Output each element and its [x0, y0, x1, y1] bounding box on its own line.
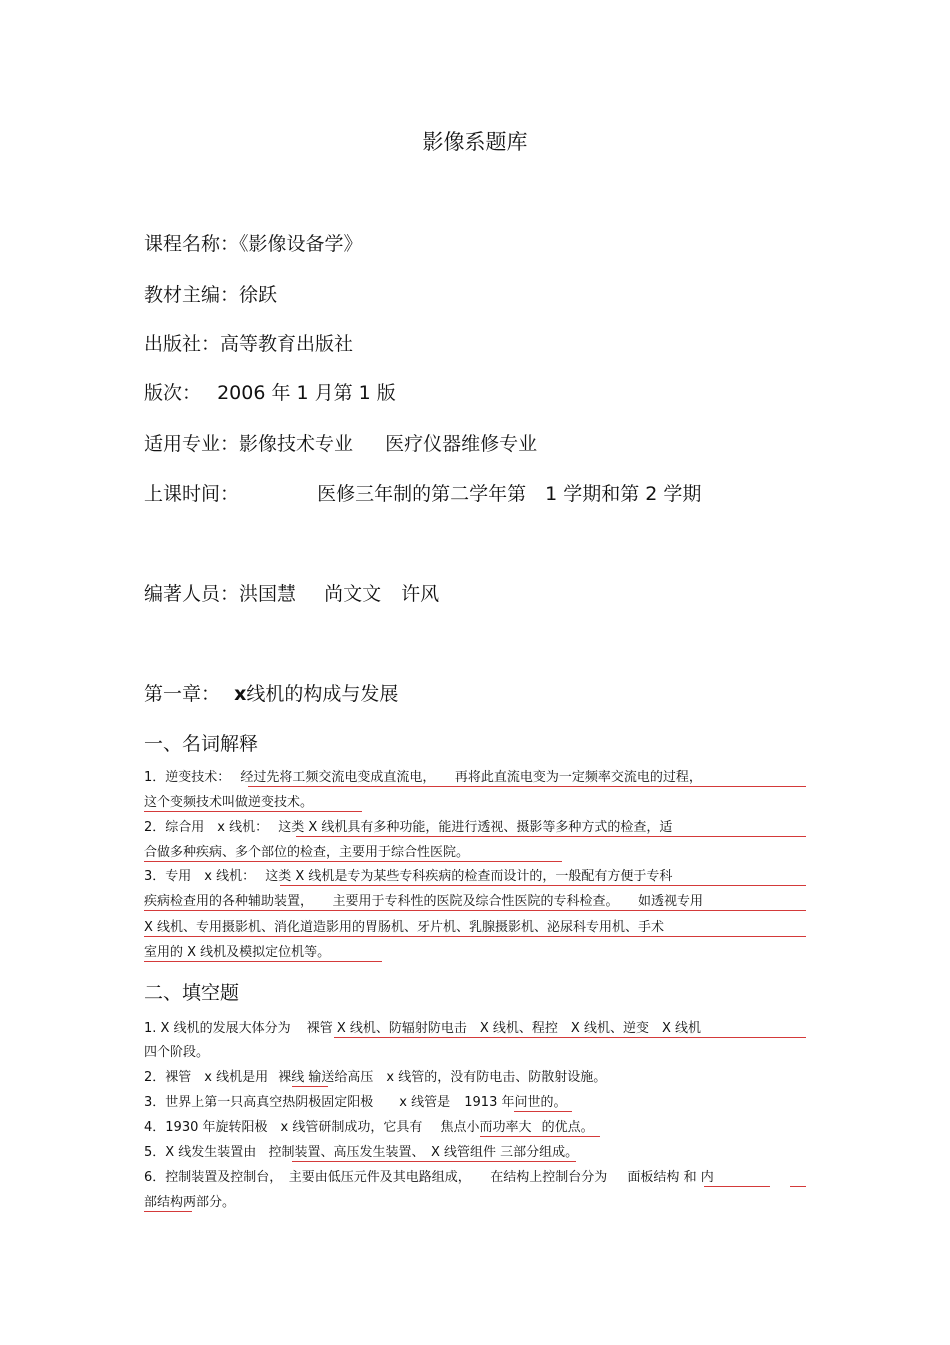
fill-6-line-1 [144, 1168, 714, 1187]
underline [292, 1086, 328, 1087]
fill-3-prompt: 3．世界上第一只高真空热阴极固定阳极 x 线管是 [144, 1095, 451, 1110]
definition-1-line-1 [144, 768, 702, 787]
fill-1-line-1 [144, 1019, 701, 1038]
major-value: 医疗仪器维修专业 [385, 433, 538, 455]
definition-1-text: 经过先将工频交流电变成直流电， 再将此直流电变为一定频率交流电的过程， [240, 770, 702, 785]
fill-2-answer: 裸线 [278, 1070, 305, 1085]
definition-2-text: 这类 X 线机具有多种功能，能进行透视、摄影等多种方式的检查，适 [278, 820, 673, 835]
chapter-x: x [234, 683, 247, 705]
section-heading-fill-blank: 二、填空题 [144, 982, 240, 1004]
underline [144, 910, 806, 911]
edition-value: 2006 年 1 月第 1 版 [217, 382, 396, 404]
underline [144, 936, 806, 937]
fill-4-answer: 焦点小而功率大 [440, 1120, 532, 1135]
underline [480, 1136, 600, 1137]
underline [334, 1037, 806, 1038]
fill-5-answer: 控制装置、高压发生装置、 X 线管组件 [268, 1145, 496, 1160]
course-name: 课程名称：《影像设备学》 [144, 233, 363, 255]
definition-3-line-1 [144, 867, 672, 886]
definition-2-line-2: 合做多种疾病、多个部位的检查，主要用于综合性医院。 [144, 845, 470, 860]
textbook-editor: 教材主编：徐跃 [144, 284, 278, 306]
authors [144, 579, 439, 606]
fill-6-prompt: 6．控制装置及控制台， 主要由低压元件及其电路组成， 在结构上控制台分为 [144, 1170, 608, 1185]
underline [248, 786, 806, 787]
chapter-rest: 线机的构成与发展 [246, 683, 399, 705]
time-label: 上课时间： [144, 483, 240, 505]
underline [514, 1111, 572, 1112]
fill-4 [144, 1118, 594, 1137]
underline [144, 861, 562, 862]
fill-6-line-2 [144, 1193, 235, 1212]
fill-5-rest: 三部分组成。 [500, 1145, 579, 1160]
fill-6-answer-2b: 部结构 [144, 1195, 184, 1210]
fill-3-rest: 问世的。 [514, 1095, 567, 1110]
underline [704, 1186, 770, 1187]
underline [144, 1211, 192, 1212]
chapter-prefix: 第一章： [144, 683, 221, 705]
edition-line [144, 378, 396, 405]
underline [296, 836, 806, 837]
fill-2-prompt: 2．裸管 x 线机是用 [144, 1070, 269, 1085]
fill-6-rest: 两部分。 [183, 1195, 236, 1210]
major-label: 适用专业：影像技术专业 [144, 433, 354, 455]
applicable-major [144, 429, 537, 456]
time-value: 医修三年制的第二学年第 1 学期和第 2 学期 [317, 483, 702, 505]
underline [144, 811, 362, 812]
definition-3-line-4: 室用的 X 线机及模拟定位机等。 [144, 945, 331, 960]
publisher: 出版社：高等教育出版社 [144, 333, 354, 355]
underline [790, 1186, 806, 1187]
fill-5-prompt: 5．X 线发生装置由 [144, 1145, 257, 1160]
authors-label: 编著人员：洪国慧 [144, 583, 297, 605]
definition-3-line-2: 疾病检查用的各种辅助装置， 主要用于专科性的医院及综合性医院的专科检查。 如透视专用 [144, 894, 704, 909]
definition-3-line-3: X 线机、专用摄影机、消化道造影用的胃肠机、牙片机、乳腺摄影机、泌尿科专用机、手术 [144, 920, 665, 935]
chapter-heading [144, 679, 398, 706]
fill-2 [144, 1068, 606, 1087]
definition-3-text: 这类 X 线机是专为某些专科疾病的检查而设计的，一般配有方便于专科 [265, 869, 673, 884]
definition-2-line-1 [144, 818, 672, 837]
author-2: 尚文文 [324, 583, 382, 605]
definition-3-term: 3．专用 x 线机： [144, 869, 256, 884]
fill-6-answer-2a: 内 [700, 1170, 714, 1185]
class-time [144, 479, 701, 506]
section-heading-definitions: 一、名词解释 [144, 733, 259, 755]
definition-2-term: 2．综合用 x 线机： [144, 820, 269, 835]
definition-1-line-2: 这个变频技术叫做逆变技术。 [144, 795, 314, 810]
underline [144, 961, 382, 962]
underline [280, 885, 806, 886]
fill-5 [144, 1143, 578, 1162]
fill-1-line-2: 四个阶段。 [144, 1045, 210, 1060]
author-3: 许风 [401, 583, 440, 605]
fill-3-answer: 1913 年 [464, 1095, 515, 1110]
document-title: 影像系题库 [422, 130, 528, 154]
underline [292, 1161, 576, 1162]
fill-4-prompt: 4．1930 年旋转阳极 x 线管研制成功，它具有 [144, 1120, 423, 1135]
fill-3 [144, 1093, 566, 1112]
fill-1-answer: 裸管 X 线机、防辐射防电击 X 线机、程控 X 线机、逆变 X 线机 [306, 1021, 702, 1036]
fill-1-prompt: 1. X 线机的发展大体分为 [144, 1021, 291, 1036]
definition-1-term: 1．逆变技术： [144, 770, 231, 785]
edition-label: 版次： [144, 382, 202, 404]
fill-2-rest: 输送给高压 x 线管的，没有防电击、防散射设施。 [308, 1070, 607, 1085]
fill-6-and: 和 [683, 1170, 697, 1185]
fill-4-rest: 的优点。 [541, 1120, 594, 1135]
fill-6-answer-1: 面板结构 [627, 1170, 680, 1185]
